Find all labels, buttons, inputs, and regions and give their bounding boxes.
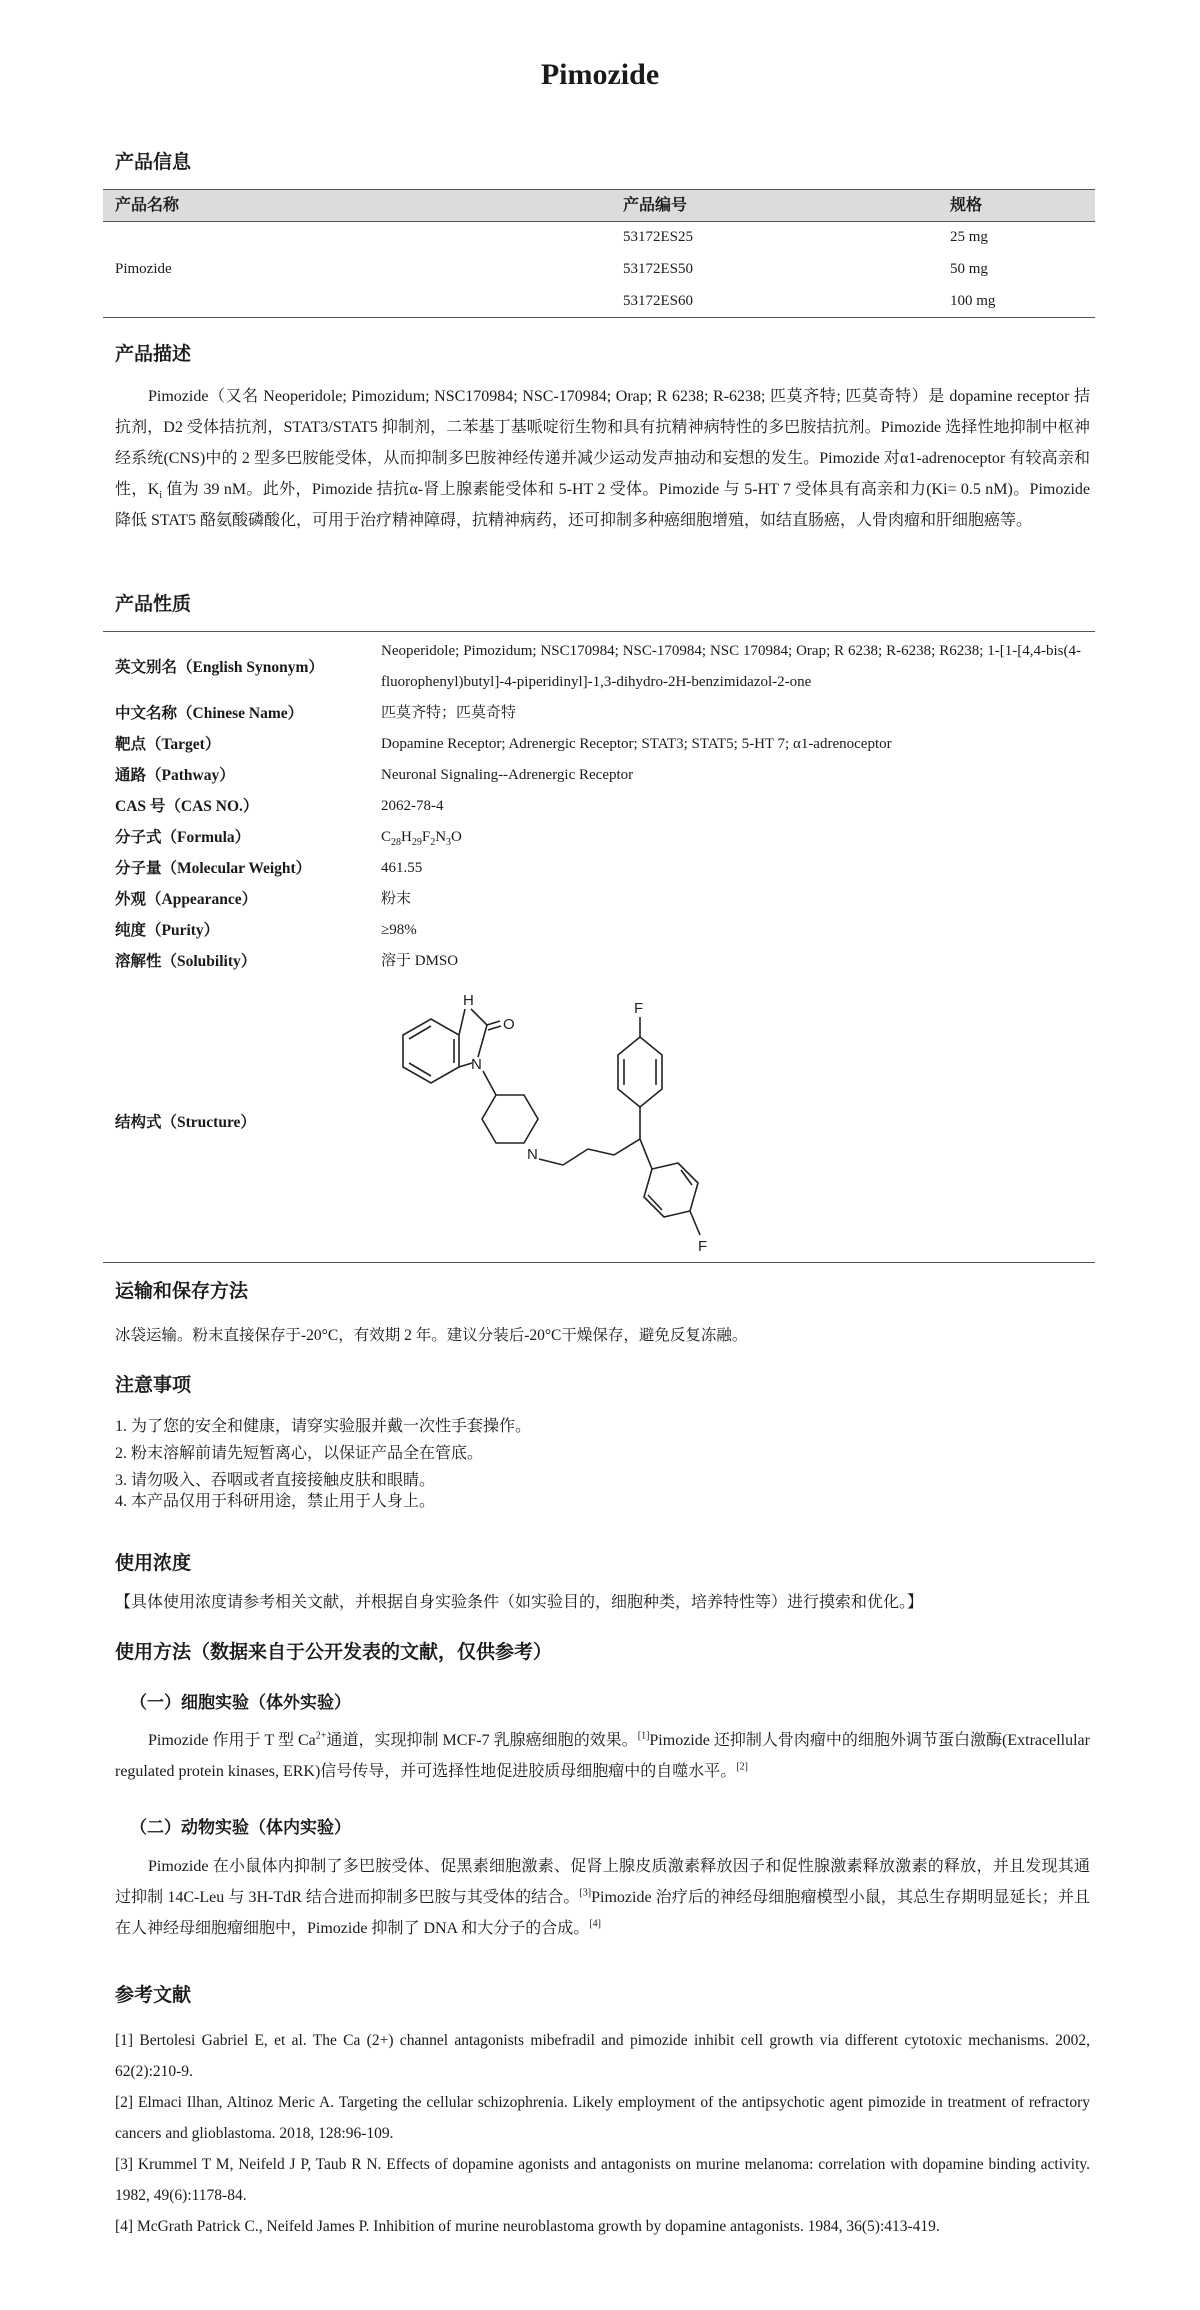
page-title: Pimozide — [540, 58, 660, 91]
formula-label: 分子式（Formula） — [115, 829, 251, 846]
reference-item: [2] Elmaci Ilhan, Altinoz Meric A. Targeting the cellular schizophrenia. Likely employment of the antipsychotic agent pimozide in treatment of refractory cancers and glioblastoma. 2018, 128:96-109. — [115, 2094, 1090, 2142]
description-part2: 值为 39 nM。此外，Pimozide 拮抗α-肾上腺素能受体和 5-HT 2 受体。Pimozide 与 5-HT 7 受体具有高亲和力(Ki= 0.5 nM)。Pimozide 降低 STAT5 酪氨酸磷酸化，可用于治疗精神障碍，抗精神病药，还可抑制多种癌细胞增殖，如结直肠癌，人骨肉瘤和肝细胞癌等。 — [115, 481, 1090, 529]
storage-heading: 运输和保存方法 — [115, 1281, 249, 1302]
reference-item: [4] McGrath Patrick C., Neifeld James P. Inhibition of murine neuroblastoma growth by dopamine antagonists. 1984, 36(5):413-419. — [115, 2218, 940, 2235]
atom-o: O — [503, 1016, 515, 1033]
description-text — [115, 381, 1090, 536]
reference-item: [3] Krummel T M, Neifeld J P, Taub R N. Effects of dopamine agonists and antagonists on murine melanoma: correlation with dopamine binding activity. 1982, 49(6):1178-84. — [115, 2156, 1090, 2204]
atom-n2: N — [527, 1146, 538, 1163]
structure-diagram — [378, 987, 798, 1257]
description-heading: 产品描述 — [115, 344, 192, 365]
solubility-value: 溶于 DMSO — [381, 953, 459, 969]
product-table-body — [103, 222, 1095, 317]
product-code-cell: 53172ES25 — [623, 229, 694, 245]
list-item: 1. 为了您的安全和健康，请穿实验服并戴一次性手套操作。 — [115, 1418, 532, 1435]
list-item: 3. 请勿吸入、吞咽或者直接接触皮肤和眼睛。 — [115, 1472, 436, 1489]
target-value: Dopamine Receptor; Adrenergic Receptor; STAT3; STAT5; 5-HT 7; α1-adrenoceptor — [381, 736, 892, 752]
list-item: 4. 本产品仅用于科研用途，禁止用于人身上。 — [115, 1493, 436, 1510]
animal-experiment-text: Pimozide 在小鼠体内抑制了多巴胺受体、促黑素细胞激素、促肾上腺皮质激素释放因子和促性腺激素释放激素的释放，并且发现其通过抑制 14C-Leu 与 3H-TdR 结合进而抑制多巴胺与其受体的结合。[3]Pimozide 治疗后的神经母细胞瘤模型小鼠，其总生存期明显延长；并且在人神经母细胞瘤细胞中，Pimozide 抑制了 DNA 和大分子的合成。[4] — [115, 1858, 1090, 1937]
cell-experiment-heading: （一）细胞实验（体外实验） — [130, 1693, 351, 1712]
description-part1: Pimozide（又名 Neoperidole; Pimozidum; NSC170984; NSC-170984; Orap; R 6238; R-6238; 匹莫齐特; 匹莫奇特）是 dopamine receptor 拮抗剂，D2 受体拮抗剂，STAT3/STAT5 抑制剂，二苯基丁基哌啶衍生物和具有抗精神病特性的多巴胺拮抗剂。Pimozide 选择性地抑制中枢神经系统(CNS)中的 2 型多巴胺能受体，从而抑制多巴胺神经传递并减少运动发声抽动和妄想的发生。Pimozide 对α1-adrenoceptor 有较高亲和性，K — [115, 388, 1090, 498]
synonym-value: Neoperidole; Pimozidum; NSC170984; NSC-170984; NSC 170984; Orap; R 6238; R-6238; R6238; 1-[1-[4,4-bis(4-fluorophenyl)butyl]-4-piperidinyl]-1,3-dihydro-2H-benzimidazol-2-one — [381, 643, 1081, 690]
benzene-ring — [403, 1019, 459, 1083]
citation-ref: [2] — [736, 1761, 748, 1773]
references-heading: 参考文献 — [115, 1985, 192, 2006]
pathway-label: 通路（Pathway） — [115, 767, 235, 784]
citation-ref: [4] — [589, 1918, 601, 1930]
list-item: 2. 粉末溶解前请先短暂离心，以保证产品全在管底。 — [115, 1445, 484, 1462]
appearance-label: 外观（Appearance） — [115, 891, 258, 908]
table-row — [103, 254, 1095, 285]
properties-table — [103, 631, 1095, 1263]
solubility-label: 溶解性（Solubility） — [115, 953, 257, 970]
mw-label: 分子量（Molecular Weight） — [115, 860, 312, 877]
reference-item: [1] Bertolesi Gabriel E, et al. The Ca (2+) channel antagonists mibefradil and pimozide inhibit cell growth via different cytotoxic mechanisms. 2002, 62(2):210-9. — [115, 2032, 1090, 2080]
atom-h: H — [463, 992, 474, 1009]
properties-heading: 产品性质 — [115, 594, 192, 615]
header-product-code: 产品编号 — [623, 197, 688, 214]
cas-value: 2062-78-4 — [381, 798, 444, 814]
storage-text: 冰袋运输。粉末直接保存于-20°C，有效期 2 年。建议分装后-20°C干燥保存，避免反复冻融。 — [115, 1327, 748, 1344]
product-spec-cell: 50 mg — [950, 261, 988, 277]
appearance-value: 粉末 — [381, 891, 412, 907]
atom-f1: F — [634, 1000, 644, 1017]
citation-ref: [3] — [579, 1887, 592, 1899]
cell-experiment-text: Pimozide 作用于 T 型 $Ca^{2+}$通道，实现抑制 MCF-7 乳腺癌细胞的效果。[1]Pimozide 还抑制人骨肉瘤中的细胞外调节蛋白激酶(Extracellular regulated protein kinases, ERK)信号传导，并可选择性地促进胶质母细胞瘤中的自噬水平。[2] — [115, 1730, 1090, 1780]
product-spec-cell: 25 mg — [950, 229, 988, 245]
ki-subscript: i — [159, 490, 163, 502]
purity-label: 纯度（Purity） — [115, 922, 220, 939]
product-spec-cell: 100 mg — [950, 293, 996, 309]
header-product-name: 产品名称 — [115, 197, 180, 214]
product-name-cell: Pimozide — [115, 261, 172, 277]
header-product-spec: 规格 — [950, 197, 983, 214]
cas-label: CAS 号（CAS NO.） — [115, 798, 259, 815]
piperidine-ring — [482, 1095, 538, 1143]
product-info-heading: 产品信息 — [115, 152, 192, 173]
product-code-cell: 53172ES60 — [623, 293, 694, 309]
concentration-text: 【具体使用浓度请参考相关文献，并根据自身实验条件（如实验目的，细胞种类，培养特性等）进行摸索和优化。】 — [115, 1594, 924, 1611]
product-table-header — [103, 190, 1095, 222]
table-row — [103, 286, 1095, 317]
purity-value: ≥98% — [381, 922, 417, 938]
formula-value: $C_{28}H_{29}F_2N_3O$ — [381, 829, 462, 848]
structure-label: 结构式（Structure） — [115, 1114, 256, 1131]
atom-f2: F — [698, 1238, 708, 1255]
chinese-name-label: 中文名称（Chinese Name） — [115, 705, 304, 722]
animal-experiment-heading: （二）动物实验（体内实验） — [130, 1818, 351, 1837]
pathway-value: Neuronal Signaling--Adrenergic Receptor — [381, 767, 634, 783]
usage-heading: 使用方法（数据来自于公开发表的文献，仅供参考） — [115, 1642, 553, 1663]
fluorophenyl-ring-lower — [644, 1163, 698, 1217]
atom-n1: N — [471, 1056, 482, 1073]
synonym-label: 英文别名（English Synonym） — [115, 659, 324, 676]
product-info-table — [103, 189, 1095, 318]
table-row — [103, 222, 1095, 253]
citation-ref: [1] — [637, 1730, 650, 1742]
notes-heading: 注意事项 — [115, 1375, 192, 1396]
concentration-heading: 使用浓度 — [115, 1553, 192, 1574]
product-code-cell: 53172ES50 — [623, 261, 694, 277]
chinese-name-value: 匹莫齐特；匹莫奇特 — [381, 705, 517, 721]
mw-value: 461.55 — [381, 860, 423, 876]
target-label: 靶点（Target） — [115, 736, 221, 753]
